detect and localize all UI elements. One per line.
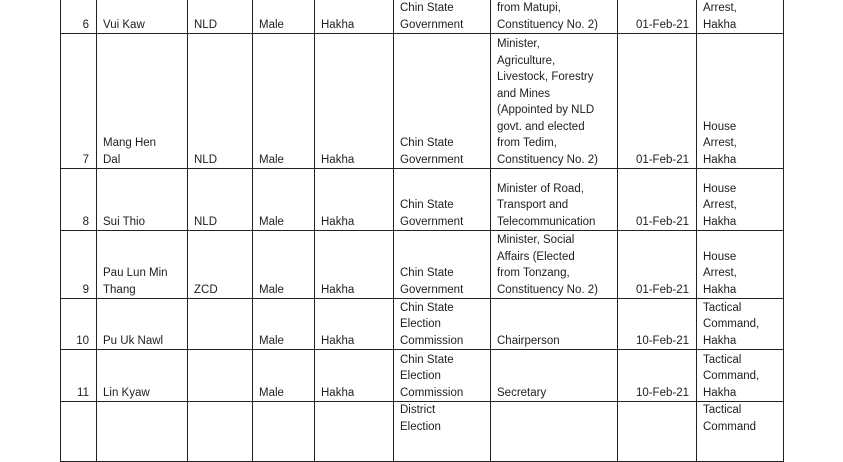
cell-name — [97, 402, 188, 462]
cell-status: House Arrest, Hakha — [697, 34, 784, 169]
cell-position: Secretary — [491, 350, 618, 402]
cell-position: from Matupi, Constituency No. 2) — [491, 0, 618, 34]
cell-gender: Male — [253, 231, 315, 299]
cell-position: Minister of Road, Transport and Telecommunication — [491, 169, 618, 231]
cell-date: 10-Feb-21 — [618, 299, 697, 350]
cell-gender: Male — [253, 350, 315, 402]
cell-organization: Chin State Election Commission — [394, 299, 491, 350]
cell-location: Hakha — [315, 169, 394, 231]
table-row — [61, 0, 784, 34]
cell-name: Sui Thio — [97, 169, 188, 231]
cell-party: ZCD — [188, 231, 253, 299]
cell-no: 10 — [61, 299, 97, 350]
cell-name: Mang Hen Dal — [97, 34, 188, 169]
cell-name: Lin Kyaw — [97, 350, 188, 402]
cell-party — [188, 299, 253, 350]
cell-position: Minister, Social Affairs (Elected from Tonzang, Constituency No. 2) — [491, 231, 618, 299]
cell-no: 11 — [61, 350, 97, 402]
detainee-table — [60, 0, 784, 462]
cell-date: 01-Feb-21 — [618, 231, 697, 299]
cell-location: Hakha — [315, 299, 394, 350]
cell-no: 8 — [61, 169, 97, 231]
cell-date: 10-Feb-21 — [618, 350, 697, 402]
table-row — [61, 299, 784, 350]
cell-organization: Chin State Government — [394, 169, 491, 231]
cell-position — [491, 402, 618, 462]
cell-date: 01-Feb-21 — [618, 0, 697, 34]
cell-status: Tactical Command — [697, 402, 784, 462]
cell-name: Pau Lun Min Thang — [97, 231, 188, 299]
cell-gender: Male — [253, 0, 315, 34]
cell-date — [618, 402, 697, 462]
cell-status: House Arrest, Hakha — [697, 169, 784, 231]
cell-organization: Chin State Government — [394, 231, 491, 299]
cell-no: 7 — [61, 34, 97, 169]
cell-position: Minister, Agriculture, Livestock, Forestry and Mines (Appointed by NLD govt. and elected from Tedim, Constituency No. 2) — [491, 34, 618, 169]
cell-gender: Male — [253, 169, 315, 231]
cell-organization: District Election — [394, 402, 491, 462]
cell-date: 01-Feb-21 — [618, 34, 697, 169]
cell-gender: Male — [253, 299, 315, 350]
cell-party — [188, 350, 253, 402]
table-row — [61, 231, 784, 299]
cell-gender — [253, 402, 315, 462]
cell-party: NLD — [188, 34, 253, 169]
cell-name: Pu Uk Nawl — [97, 299, 188, 350]
cell-location: Hakha — [315, 34, 394, 169]
cell-location — [315, 402, 394, 462]
cell-gender: Male — [253, 34, 315, 169]
cell-position: Chairperson — [491, 299, 618, 350]
cell-no: 9 — [61, 231, 97, 299]
cell-status: House Arrest, Hakha — [697, 231, 784, 299]
cell-location: Hakha — [315, 231, 394, 299]
table-row — [61, 402, 784, 462]
cell-status: Arrest, Hakha — [697, 0, 784, 34]
cell-organization: Chin State Government — [394, 34, 491, 169]
cell-location: Hakha — [315, 350, 394, 402]
cell-status: Tactical Command, Hakha — [697, 350, 784, 402]
cell-party: NLD — [188, 169, 253, 231]
cell-location: Hakha — [315, 0, 394, 34]
cell-status: Tactical Command, Hakha — [697, 299, 784, 350]
cell-party: NLD — [188, 0, 253, 34]
cell-organization: Chin State Election Commission — [394, 350, 491, 402]
cell-organization: Chin State Government — [394, 0, 491, 34]
cell-date: 01-Feb-21 — [618, 169, 697, 231]
table-row — [61, 34, 784, 169]
cell-party — [188, 402, 253, 462]
cell-no: 6 — [61, 0, 97, 34]
table-row — [61, 350, 784, 402]
cell-no — [61, 402, 97, 462]
cell-name: Vui Kaw — [97, 0, 188, 34]
table-row — [61, 169, 784, 231]
